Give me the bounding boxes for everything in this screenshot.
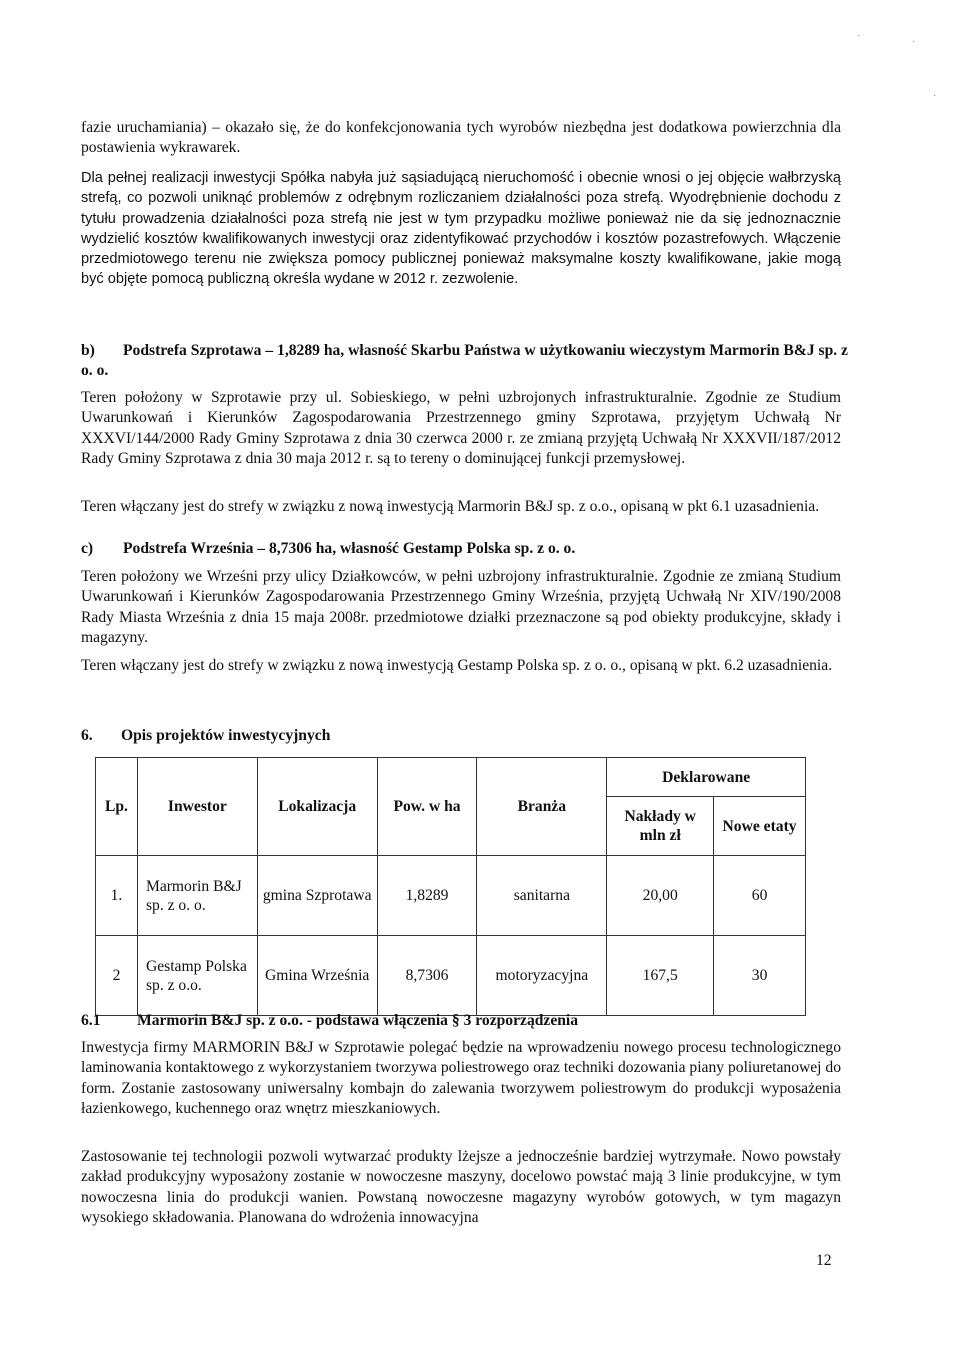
section-6-heading: [81, 726, 851, 746]
cell-powierzchnia: 1,8289: [377, 856, 477, 936]
section-b-title: Podstrefa Szprotawa – 1,8289 ha, własność Skarbu Państwa w użytkowaniu wieczystym Marmorin B&J sp. z o. o.: [81, 342, 848, 380]
table-row: [96, 856, 806, 936]
cell-lokalizacja: Gmina Września: [257, 936, 377, 1016]
cell-nowe-etaty: 30: [714, 936, 806, 1016]
header-deklarowane: Deklarowane: [607, 758, 806, 797]
header-nowe-etaty: Nowe etaty: [714, 797, 806, 856]
paragraph-intro: fazie uruchamiania) – okazało się, że do konfekcjonowania tych wyrobów niezbędna jest dodatkowa powierzchnia dla postawienia wykrawarek.: [81, 119, 841, 157]
cell-nowe-etaty: 60: [714, 856, 806, 936]
scan-speck: ·: [912, 36, 916, 47]
investment-table: [95, 757, 806, 1016]
section-6-1-title: Marmorin B&J sp. z o.o. - podstawa włączenia § 3 rozporządzenia: [137, 1012, 579, 1029]
cell-powierzchnia: 8,7306: [377, 936, 477, 1016]
header-branza: Branża: [477, 758, 607, 856]
header-lokalizacja: Lokalizacja: [257, 758, 377, 856]
page-number: 12: [816, 1252, 832, 1269]
section-b-paragraph-2: Teren włączany jest do strefy w związku z nową inwestycją Marmorin B&J sp. z o.o., opisaną w pkt 6.1 uzasadnienia.: [81, 498, 820, 515]
section-c-heading: [81, 539, 851, 559]
section-c-title: Podstrefa Września – 8,7306 ha, własność Gestamp Polska sp. z o. o.: [123, 540, 576, 557]
header-powierzchnia: Pow. w ha: [377, 758, 477, 856]
header-naklady: Nakłady w mln zł: [607, 797, 714, 856]
cell-inwestor: Marmorin B&J sp. z o. o.: [137, 856, 257, 936]
cell-branza: motoryzacyjna: [477, 936, 607, 1016]
scan-speck: ·: [857, 30, 861, 41]
cell-lp: 1.: [96, 856, 138, 936]
section-6-title: Opis projektów inwestycyjnych: [121, 727, 331, 744]
paragraph-investment: Dla pełnej realizacji inwestycji Spółka nabyła już sąsiadującą nieruchomość i obecnie wnosi o jej objęcie wałbrzyską strefą, co pozwoli uniknąć problemów z odrębnym rozliczaniem działalności poza strefą. Wyodrębnienie dochodu z tytułu prowadzenia działalności poza strefą nie jest w tym przypadku możliwe ponieważ nie da się jednoznacznie wydzielić kosztów kwalifikowanych inwestycji oraz zidentyfikować przychodów i kosztów pozastrefowych. Włączenie przedmiotowego terenu nie zwiększa pomocy publicznej ponieważ maksymalne koszty kwalifikowane, jakie mogą być objęte pomocą publiczną określa wydane w 2012 r. zezwolenie.: [81, 170, 841, 288]
cell-branza: sanitarna: [477, 856, 607, 936]
table-header-row-1: [96, 758, 806, 797]
header-inwestor: Inwestor: [137, 758, 257, 856]
section-6-1-number: 6.1: [81, 1012, 101, 1029]
section-b-marker: b): [81, 342, 95, 359]
section-6-1-heading: [81, 1011, 851, 1031]
section-6-1-paragraph-2: Zastosowanie tej technologii pozwoli wytwarzać produkty lżejsze a jednocześnie bardziej wytrzymałe. Nowo powstały zakład produkcyjny wyposażony zostanie w nowoczesne maszyny, docelowo powstać mają 3 linie produkcyjne, w tym nowoczesna linia do produkcji wanien. Powstaną nowoczesne magazyny wyrobów gotowych, w tym magazyn wysokiego składowania. Planowana do wdrożenia innowacyjna: [81, 1148, 841, 1226]
section-c-paragraph-1: Teren położony we Wrześni przy ulicy Działkowców, w pełni uzbrojony infrastrukturalnie. Zgodnie ze zmianą Studium Uwarunkowań i Kierunków Zagospodarowania Przestrzennego Gminy Września, przyjętą Uchwałą Nr XIV/190/2008 Rady Miasta Września z dnia 15 maja 2008r. przedmiotowe działki przeznaczone są pod obiekty produkcyjne, składy i magazyny.: [81, 568, 841, 646]
scan-speck: ·: [933, 90, 937, 101]
cell-lp: 2: [96, 936, 138, 1016]
section-c-paragraph-2: Teren włączany jest do strefy w związku z nową inwestycją Gestamp Polska sp. z o. o., opisaną w pkt. 6.2 uzasadnienia.: [81, 657, 833, 674]
cell-inwestor: Gestamp Polska sp. z o.o.: [137, 936, 257, 1016]
section-6-number: 6.: [81, 727, 93, 744]
cell-naklady: 20,00: [607, 856, 714, 936]
section-c-marker: c): [81, 540, 94, 557]
section-6-1-paragraph-1: Inwestycja firmy MARMORIN B&J w Szprotawie polegać będzie na wprowadzeniu nowego procesu technologicznego laminowania kontaktowego z wykorzystaniem tworzywa poliestrowego oraz techniki dozowania piany poliuretanowej do form. Zostanie zastosowany uniwersalny kombajn do zalewania tworzywem poliestrowym do produkcji wyposażenia łazienkowego, kuchennego oraz wnętrz mieszkaniowych.: [81, 1039, 841, 1117]
cell-lokalizacja: gmina Szprotawa: [257, 856, 377, 936]
cell-naklady: 167,5: [607, 936, 714, 1016]
section-b-paragraph-1: Teren położony w Szprotawie przy ul. Sobieskiego, w pełni uzbrojonych infrastrukturalnie. Zgodnie ze Studium Uwarunkowań i Kierunków Zagospodarowania Przestrzennego gminy Szprotawa, przyjętym Uchwałą Nr XXXVI/144/2000 Rady Gminy Szprotawa z dnia 30 czerwca 2000 r. ze zmianą przyjętą Uchwałą Nr XXXVII/187/2012 Rady Gminy Szprotawa z dnia 30 maja 2012 r. są to tereny o dominującej funkcji przemysłowej.: [81, 389, 841, 467]
header-lp: Lp.: [96, 758, 138, 856]
section-b-heading: [81, 341, 851, 382]
table-row: [96, 936, 806, 1016]
